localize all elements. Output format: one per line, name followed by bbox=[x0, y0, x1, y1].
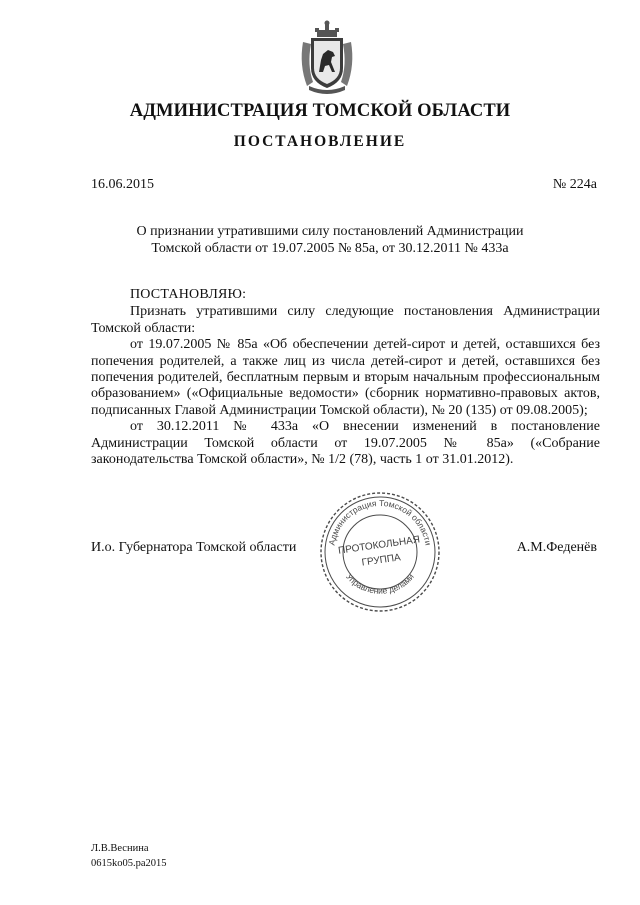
body-paragraph: от 30.12.2011 № 433а «О внесении изменений в постановление Администрации Томской области от 19.07.2005 № 85а» («Собрание законодательства Томской области», № 1/2 (78), часть 1 от 31.01.2012). bbox=[91, 419, 600, 468]
document-body bbox=[91, 287, 600, 468]
stamp-outer-text: Администрация Томской области bbox=[326, 497, 434, 547]
subject-line: О признании утратившими силу постановлений Администрации bbox=[136, 224, 524, 239]
coat-of-arms-icon bbox=[297, 20, 357, 94]
svg-text:Управление делами bbox=[344, 571, 416, 595]
stamp-outer-text-bottom: Управление делами bbox=[344, 571, 416, 596]
signatory-name: А.М.Феденёв bbox=[516, 540, 597, 555]
document-footer bbox=[91, 842, 167, 871]
document-date: 16.06.2015 bbox=[91, 177, 154, 192]
executor-name: Л.В.Веснина bbox=[91, 843, 149, 854]
signatory-position: И.о. Губернатора Томской области bbox=[91, 540, 297, 555]
organization-title: АДМИНИСТРАЦИЯ ТОМСКОЙ ОБЛАСТИ bbox=[129, 101, 511, 121]
document-subject bbox=[120, 224, 540, 257]
decree-heading: ПОСТАНОВЛЯЮ: bbox=[130, 287, 247, 302]
body-paragraph: от 19.07.2005 № 85а «Об обеспечении детей-сирот и детей, оставшихся без попечения родителей, а также лиц из числа детей-сирот и детей, оставшихся без попечения родителей, бесплатным первым и вторым начальным профессиональным образованием» («Официальные ведомости» (сборник нормативно-правовых актов, подписанных Главой Администрации Томской области), № 20 (135) от 09.08.2005); bbox=[91, 337, 600, 418]
subject-line: Томской области от 19.07.2005 № 85а, от 30.12.2011 № 433а bbox=[151, 240, 509, 256]
document-number: № 224а bbox=[552, 177, 597, 192]
document-code: 0615ko05.pa2015 bbox=[91, 857, 167, 869]
stamp-center-text: ГРУППА bbox=[360, 552, 402, 569]
protocol-group-stamp bbox=[318, 490, 442, 614]
stamp-center-text: ПРОТОКОЛЬНАЯ bbox=[337, 534, 421, 557]
body-paragraph: Признать утратившими силу следующие постановления Администрации Томской области: bbox=[91, 304, 600, 336]
document-type-title: ПОСТАНОВЛЕНИЕ bbox=[233, 133, 407, 150]
